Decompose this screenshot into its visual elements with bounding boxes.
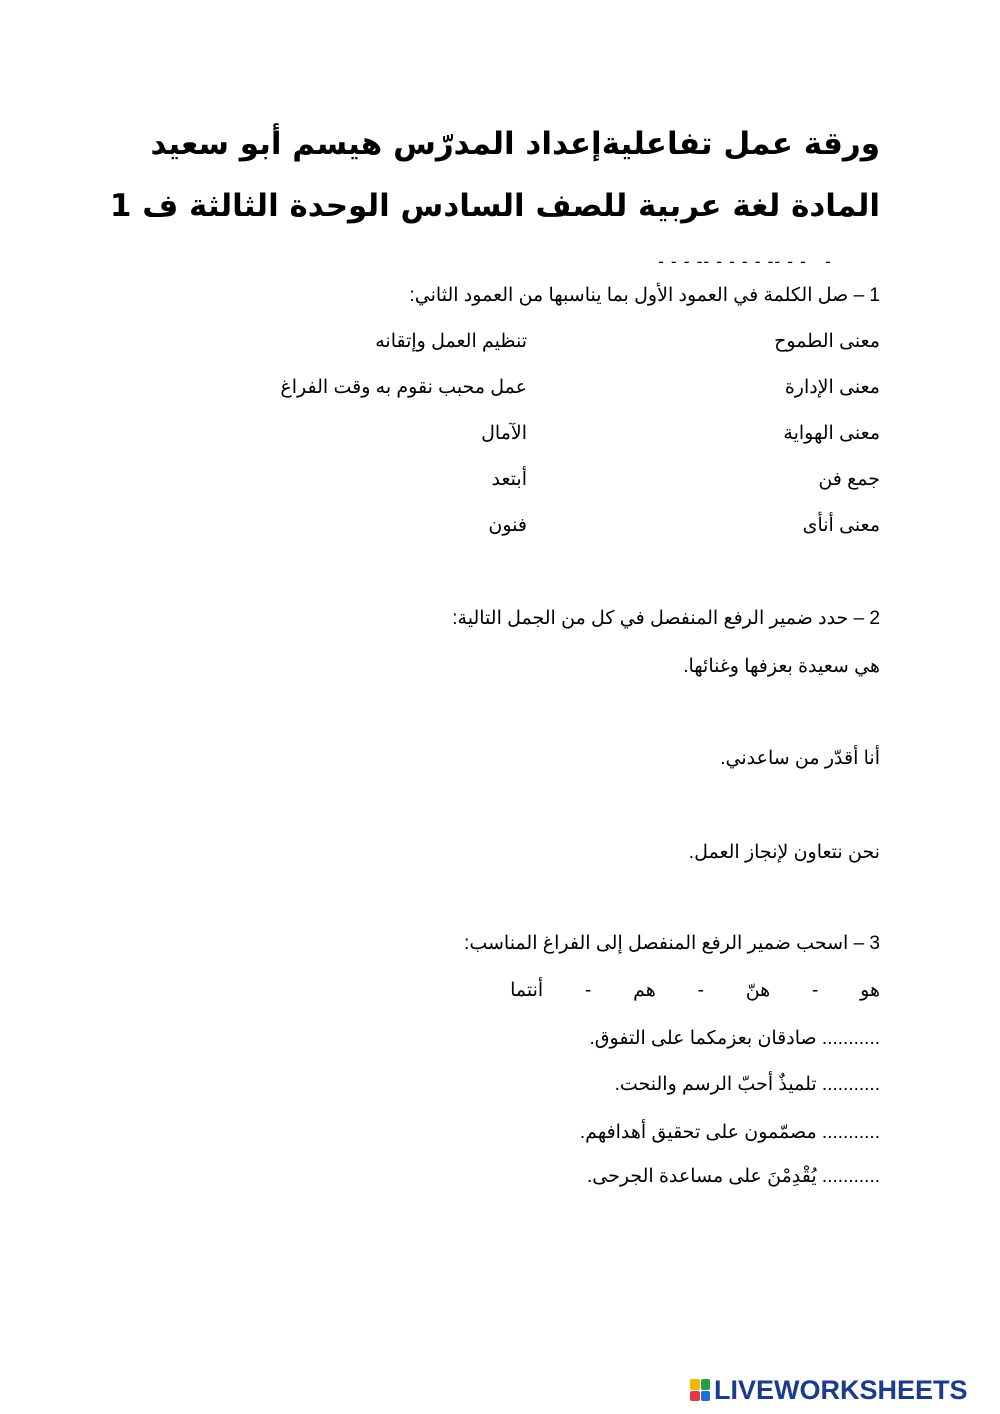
liveworksheets-logo	[690, 1374, 990, 1405]
dashed-separator: - - - -- - - - - -- - - -	[658, 252, 832, 271]
q3-sentence-blank[interactable]: ........... تلميذٌ أحبّ الرسم والنحت.	[614, 1074, 880, 1095]
q3-option-draggable[interactable]: هنّ	[745, 980, 771, 1001]
q1-match[interactable]: أبتعد	[491, 469, 527, 490]
q3-option-draggable[interactable]: أنتما	[510, 980, 544, 1001]
q2-sentence: هي سعيدة بعزفها وغنائها.	[683, 656, 880, 677]
q3-options-row	[510, 978, 880, 1004]
q1-match[interactable]: تنظيم العمل وإتقانه	[375, 331, 527, 352]
q3-option-separator: -	[812, 980, 819, 1001]
q1-term[interactable]: معنى الطموح	[774, 331, 880, 352]
q2-sentence: نحن نتعاون لإنجاز العمل.	[688, 842, 880, 863]
q3-sentence-blank[interactable]: ........... صادقان بعزمكما على التفوق.	[589, 1028, 880, 1049]
q3-option-separator: -	[584, 980, 592, 1001]
q1-match[interactable]: عمل محبب نقوم به وقت الفراغ	[280, 377, 527, 398]
q1-term[interactable]: معنى الهواية	[783, 423, 880, 444]
q1-match[interactable]: الآمال	[481, 423, 527, 444]
liveworksheets-brand-text: LIVEWORKSHEETS	[714, 1374, 968, 1405]
q3-prompt: 3 – اسحب ضمير الرفع المنفصل إلى الفراغ المناسب:	[464, 933, 880, 954]
q3-sentence-blank[interactable]: ........... مصمّمون على تحقيق أهدافهم.	[579, 1122, 880, 1143]
q2-prompt: 2 – حدد ضمير الرفع المنفصل في كل من الجمل التالية:	[452, 608, 880, 629]
subject-line: المادة لغة عربية للصف السادس الوحدة الثالثة ف 1	[109, 188, 880, 224]
q1-match[interactable]: فنون	[488, 515, 527, 536]
q1-prompt: 1 – صل الكلمة في العمود الأول بما يناسبها من العمود الثاني:	[409, 285, 880, 306]
q1-term[interactable]: جمع فن	[818, 469, 880, 490]
q2-sentence: أنا أقدّر من ساعدني.	[720, 748, 880, 769]
liveworksheets-mark-icon	[690, 1379, 710, 1401]
q3-sentence-blank[interactable]: ........... يُقْدِمْنَ على مساعدة الجرحى.	[586, 1166, 880, 1187]
worksheet-title: ورقة عمل تفاعلية	[601, 126, 880, 162]
q3-option-separator: -	[697, 980, 704, 1001]
header-title-row	[150, 124, 880, 164]
q1-term[interactable]: معنى أنأى	[802, 515, 880, 536]
q3-option-draggable[interactable]: هم	[633, 980, 656, 1001]
author-line: إعداد المدرّس هيسم أبو سعيد	[150, 126, 602, 162]
q1-term[interactable]: معنى الإدارة	[784, 377, 880, 398]
q3-option-draggable[interactable]: هو	[860, 980, 880, 1001]
